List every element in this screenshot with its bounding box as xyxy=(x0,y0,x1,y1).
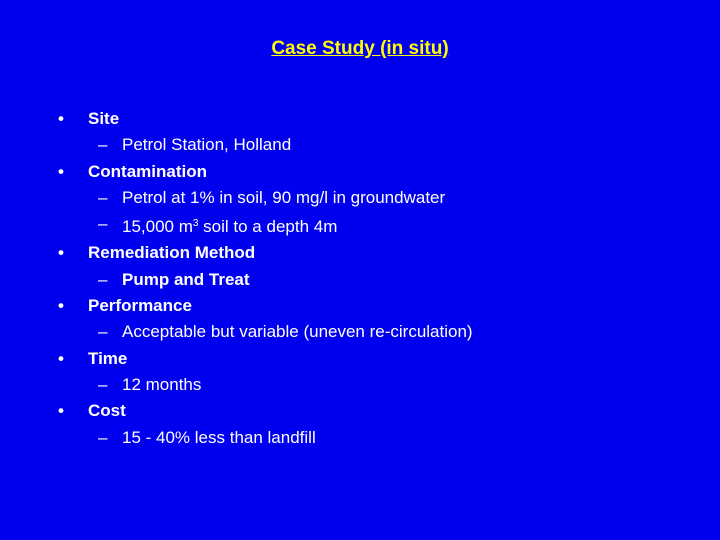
bullet-item-cost xyxy=(0,398,720,451)
dash-marker: – xyxy=(98,187,108,207)
sub-item-text: 15 - 40% less than landfill xyxy=(122,427,316,447)
bullet-item-site xyxy=(0,106,720,159)
volume-value: 15,000 m xyxy=(122,217,193,237)
sub-item xyxy=(0,185,720,211)
sub-item-text: Acceptable but variable (uneven re-circulation) xyxy=(122,322,473,342)
bullet-item-time xyxy=(0,346,720,399)
sub-item-text: Petrol Station, Holland xyxy=(122,135,292,155)
bullet-marker: • xyxy=(58,161,64,181)
bullet-label: Site xyxy=(88,109,120,128)
sub-item-text: Petrol at 1% in soil, 90 mg/l in groundwater xyxy=(122,187,446,207)
sub-item xyxy=(0,267,720,293)
bullet-label: Cost xyxy=(88,401,126,421)
sub-item xyxy=(0,132,720,158)
sub-item xyxy=(0,319,720,345)
volume-suffix: soil to a depth 4m xyxy=(198,217,338,237)
sub-item-text xyxy=(0,211,720,240)
sub-item-text: 12 months xyxy=(122,374,202,394)
bullet-label: Time xyxy=(88,348,128,368)
bullet-item-contamination xyxy=(0,159,720,241)
bullet-label: Performance xyxy=(88,296,192,316)
bullet-marker: • xyxy=(58,348,64,368)
bullet-item-performance xyxy=(0,293,720,346)
bullet-list xyxy=(0,106,720,451)
bullet-marker: • xyxy=(58,109,64,128)
sub-item xyxy=(0,211,720,240)
sub-item xyxy=(0,425,720,451)
bullet-marker: • xyxy=(58,243,64,263)
dash-marker: – xyxy=(98,269,108,289)
slide-title: Case Study (in situ) xyxy=(271,38,449,59)
dash-marker: – xyxy=(98,374,108,394)
bullet-marker: • xyxy=(58,296,64,316)
bullet-item-remediation-method xyxy=(0,240,720,293)
dash-marker: – xyxy=(98,322,108,342)
dash-marker: – xyxy=(98,214,108,234)
bullet-label: Contamination xyxy=(88,161,207,181)
bullet-marker: • xyxy=(58,401,64,421)
bullet-label: Remediation Method xyxy=(88,243,256,263)
sub-item-text: Pump and Treat xyxy=(122,269,250,289)
sub-item xyxy=(0,372,720,398)
dash-marker: – xyxy=(98,427,108,447)
dash-marker: – xyxy=(98,135,108,155)
volume-exponent: 3 xyxy=(192,218,199,230)
